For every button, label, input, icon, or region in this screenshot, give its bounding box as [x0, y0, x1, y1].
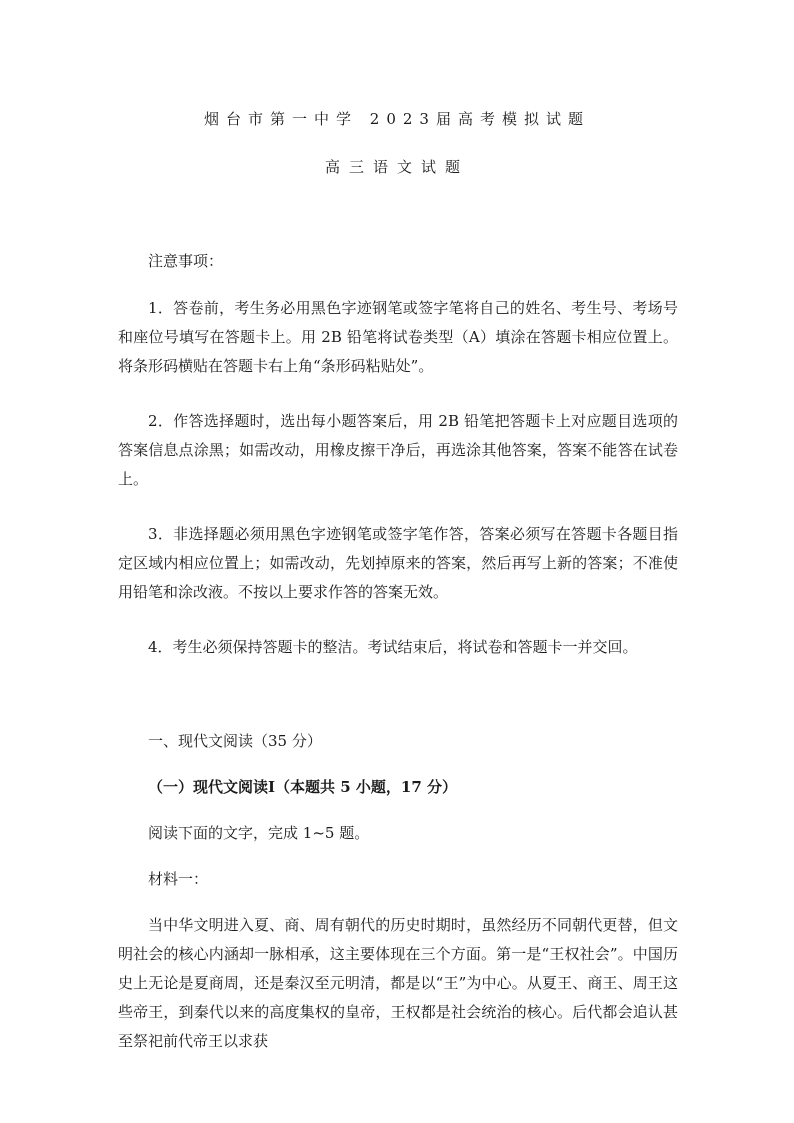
- exam-subtitle: 高三语文试题: [324, 158, 469, 176]
- material-label: 材料一：: [148, 870, 209, 888]
- notice-item-4: 4．考生必须保持答题卡的整洁。考试结束后，将试卷和答题卡一并交回。: [148, 638, 638, 656]
- section-subheading: （一）现代文阅读Ⅰ（本题共 5 小题，17 分）: [148, 778, 457, 796]
- notice-item-1: 1．答卷前，考生务必用黑色字迹钢笔或签字笔将自己的姓名、考生号、考场号和座位号填写在答题卡上。用 2B 铅笔将试卷类型（A）填涂在答题卡相应位置上。将条形码横贴在答题卡右上角“条形码粘贴处”。: [118, 299, 678, 375]
- notice-heading: 注意事项：: [148, 252, 224, 270]
- reading-instruction: 阅读下面的文字，完成 1~5 题。: [148, 824, 370, 842]
- notice-item-2: 2．作答选择题时，选出每小题答案后，用 2B 铅笔把答题卡上对应题目选项的答案信息点涂黑；如需改动，用橡皮擦干净后，再选涂其他答案，答案不能答在试卷上。: [118, 412, 678, 488]
- notice-item-3: 3．非选择题必须用黑色字迹钢笔或签字笔作答，答案必须写在答题卡各题目指定区域内相应位置上；如需改动，先划掉原来的答案，然后再写上新的答案；不准使用铅笔和涂改液。不按以上要求作答的答案无效。: [118, 525, 678, 601]
- exam-title: 烟台市第一中学 2023届高考模拟试题: [204, 110, 590, 128]
- exam-content: [118, 247, 678, 1056]
- section-heading: 一、现代文阅读（35 分）: [148, 732, 322, 750]
- material-paragraph: 当中华文明进入夏、商、周有朝代的历史时期时，虽然经历不同朝代更替，但文明社会的核心内涵却一脉相承，这主要体现在三个方面。第一是“王权社会”。中国历史上无论是夏商周，还是秦汉至元明清，都是以“王”为中心。从夏王、商王、周王这些帝王，到秦代以来的高度集权的皇帝，王权都是社会统治的核心。后代都会追认甚至祭祀前代帝王以求获: [118, 916, 678, 1050]
